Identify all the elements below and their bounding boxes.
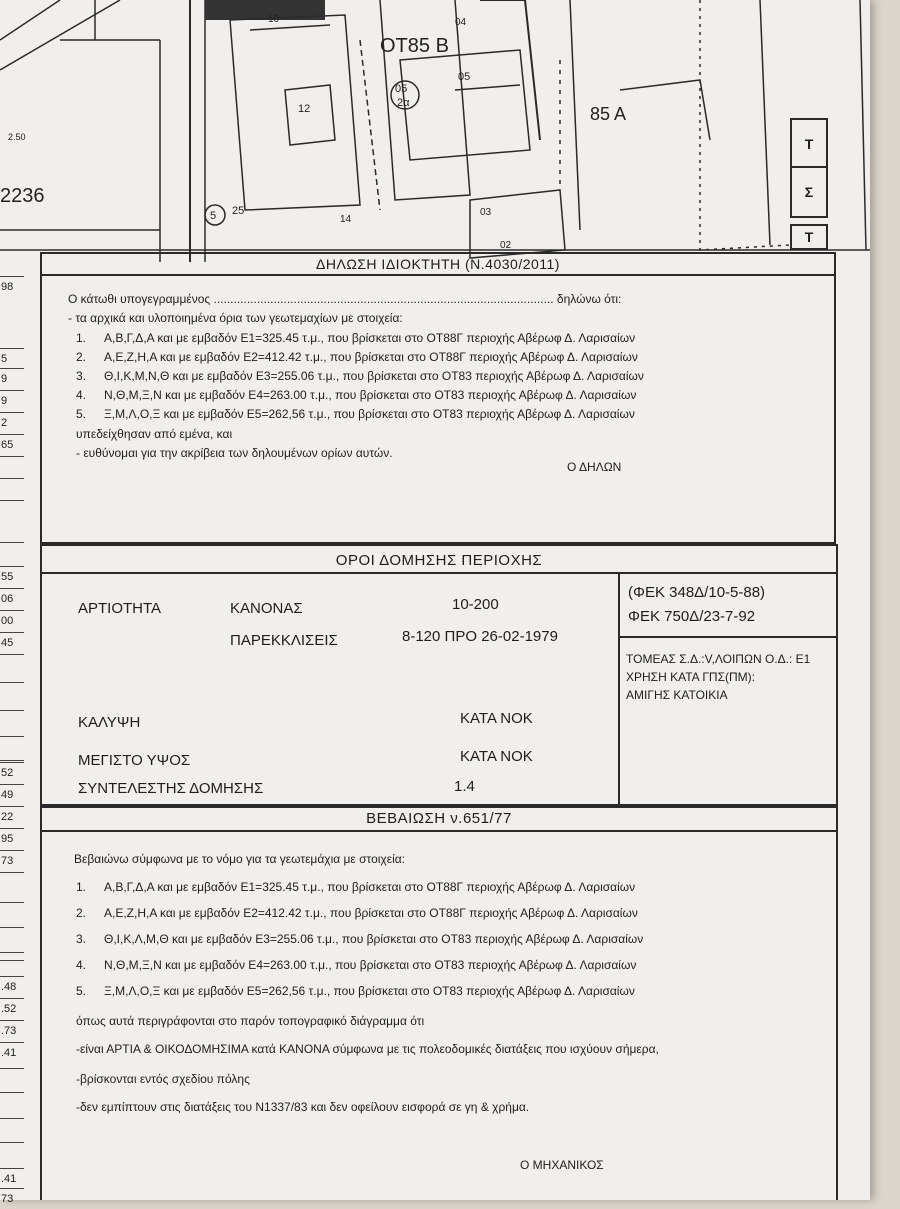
item-text: Θ,Ι,Κ,Μ,Ν,Θ και με εμβαδόν Ε3=255.06 τ.μ., που βρίσκεται στο ΟΤ83 περιοχής Αβέρωφ Δ. Λαρισαίων [104, 369, 644, 383]
label-kalypsi: ΚΑΛΥΨΗ [78, 714, 141, 731]
item-text: Ξ,Μ,Λ,Ο,Ξ και με εμβαδόν Ε5=262,56 τ.μ., που βρίσκεται στο ΟΤ83 περιοχής Αβέρωφ Δ. Λαρισαίων [104, 984, 635, 998]
ruler-cell [0, 736, 24, 756]
ruler-cell: 49 [0, 784, 24, 804]
xrisi-label: ΧΡΗΣΗ ΚΑΤΑ ΓΠΣ(ΠΜ): [626, 670, 756, 684]
certification-item [76, 880, 635, 894]
ruler-cell [0, 456, 24, 476]
declarant-signature: Ο ΔΗΛΩΝ [567, 460, 622, 474]
divider [42, 572, 836, 574]
ruler-cell: .41 [0, 1168, 24, 1188]
item-text: Α,Β,Γ,Δ,Α και με εμβαδόν Ε1=325.45 τ.μ., που βρίσκεται στο ΟΤ88Γ περιοχής Αβέρωφ Δ. Λαρισαίων [104, 880, 636, 894]
ruler-cell: 98 [0, 276, 24, 296]
ruler-cell: 2 [0, 412, 24, 432]
ruler-cell: 45 [0, 632, 24, 652]
divider [42, 274, 834, 276]
item-text: Θ,Ι,Κ,Λ,Μ,Θ και με εμβαδόν Ε3=255.06 τ.μ., που βρίσκεται στο ΟΤ83 περιοχής Αβέρωφ Δ. Λαρισαίων [104, 932, 644, 946]
ruler-cell: 9 [0, 390, 24, 410]
certification-line: -βρίσκονται εντός σχεδίου πόλης [76, 1072, 250, 1086]
ruler-cell [0, 500, 24, 520]
tab-tau: Τ [790, 118, 828, 170]
item-text: Α,Β,Γ,Δ,Α και με εμβαδόν Ε1=325.45 τ.μ., που βρίσκεται στο ΟΤ88Γ περιοχής Αβέρωφ Δ. Λαρισαίων [104, 331, 636, 345]
coordinate-column [0, 262, 24, 1205]
ruler-cell: 22 [0, 806, 24, 826]
value-kalypsi: ΚΑΤΑ ΝΟΚ [460, 710, 533, 727]
plan-label: 25 [232, 205, 245, 217]
certification-item [76, 932, 643, 946]
certification-title: ΒΕΒΑΙΩΣΗ ν.651/77 [366, 810, 512, 827]
declaration-line: - ευθύνομαι για την ακρίβεια των δηλουμένων ορίων αυτών. [76, 446, 393, 460]
ruler-cell [0, 710, 24, 730]
ruler-cell [0, 1142, 24, 1162]
ruler-cell [0, 872, 24, 892]
divider [42, 830, 836, 832]
declaration-line: - τα αρχικά και υλοποιημένα όρια των γεωτεμαχίων με στοιχεία: [68, 311, 403, 325]
item-number: 4. [76, 388, 87, 402]
building-terms-title: ΟΡΟΙ ΔΟΜΗΣΗΣ ΠΕΡΙΟΧΗΣ [335, 552, 543, 569]
ruler-cell: .48 [0, 976, 24, 996]
ruler-cell [0, 1118, 24, 1138]
ruler-cell: 95 [0, 828, 24, 848]
plan-label-ot85b: ΟΤ85 Β [380, 35, 449, 57]
item-number: 3. [76, 369, 87, 383]
ruler-cell [0, 542, 24, 562]
ruler-cell: .73 [0, 1020, 24, 1040]
ruler-cell: 65 [0, 434, 24, 454]
ruler-cell: .52 [0, 998, 24, 1018]
value-parekklisis: 8-120 ΠΡΟ 26-02-1979 [402, 628, 558, 645]
plan-label: 2.50 [8, 132, 26, 142]
item-text: Ξ,Μ,Λ,Ο,Ξ και με εμβαδόν Ε5=262,56 τ.μ., που βρίσκεται στο ΟΤ83 περιοχής Αβέρωφ Δ. Λαρισαίων [104, 407, 635, 421]
plan-label: 05 [458, 71, 471, 83]
plan-label-ot85a: 85 Α [590, 104, 627, 124]
ruler-cell: 73 [0, 1188, 24, 1208]
item-text: Α,Ε,Ζ,Η,Α και με εμβαδόν Ε2=412.42 τ.μ., που βρίσκεται στο ΟΤ88Γ περιοχής Αβέρωφ Δ. Λαρισαίων [104, 906, 638, 920]
ruler-cell [0, 927, 24, 947]
plan-label: 5 [210, 210, 217, 222]
certification-line: -είναι ΑΡΤΙΑ & ΟΙΚΟΔΟΜΗΣΙΜΑ κατά ΚΑΝΟΝΑ σύμφωνα με τις πολεοδομικές διατάξεις που ισχύουν σήμερα, [76, 1042, 659, 1056]
ruler-cell: .41 [0, 1042, 24, 1062]
plan-label: 12 [298, 103, 311, 115]
tab-sigma: Σ [790, 166, 828, 218]
declaration-item [76, 388, 636, 402]
ruler-cell: 5 [0, 348, 24, 368]
ruler-cell: 52 [0, 762, 24, 782]
ruler-cell [0, 1092, 24, 1112]
item-text: Ν,Θ,Μ,Ξ,Ν και με εμβαδόν Ε4=263.00 τ.μ., που βρίσκεται στο ΟΤ83 περιοχής Αβέρωφ Δ. Λαρισαίων [104, 388, 637, 402]
value-ypsos: ΚΑΤΑ ΝΟΚ [460, 748, 533, 765]
item-number: 1. [76, 331, 87, 345]
topographic-plan [0, 0, 870, 262]
xrisi-value: ΑΜΙΓΗΣ ΚΑΤΟΙΚΙΑ [626, 688, 728, 702]
certification-section [40, 806, 838, 1200]
ruler-cell [0, 682, 24, 702]
divider [618, 636, 836, 638]
fek-1: (ΦΕΚ 348Δ/10-5-88) [628, 584, 766, 601]
ruler-cell: 00 [0, 610, 24, 630]
plan-label-2236: 2236 [0, 185, 45, 207]
ruler-cell: 06 [0, 588, 24, 608]
tab-tau-2: Τ [790, 224, 828, 250]
certification-item [76, 958, 636, 972]
declaration-intro: Ο κάτωθι υπογεγραμμένος ...................................................................................................... δηλώνω ότι: [68, 292, 622, 306]
ruler-cell: 9 [0, 368, 24, 388]
plan-label: 05 [395, 83, 408, 95]
item-number: 1. [76, 880, 87, 894]
value-syntelestis: 1.4 [454, 778, 475, 795]
engineer-signature: Ο ΜΗΧΑΝΙΚΟΣ [520, 1158, 604, 1172]
declaration-item [76, 350, 638, 364]
item-text: Ν,Θ,Μ,Ξ,Ν και με εμβαδόν Ε4=263.00 τ.μ., που βρίσκεται στο ΟΤ83 περιοχής Αβέρωφ Δ. Λαρισαίων [104, 958, 637, 972]
ruler-cell [0, 902, 24, 922]
fek-2: ΦΕΚ 750Δ/23-7-92 [628, 608, 756, 625]
item-number: 5. [76, 984, 87, 998]
item-number: 3. [76, 932, 87, 946]
ruler-cell [0, 654, 24, 674]
plan-label: 04 [455, 17, 467, 28]
certification-item [76, 984, 635, 998]
tomeas: ΤΟΜΕΑΣ Σ.Δ.:V,ΛΟΙΠΩΝ Ο.Δ.: Ε1 [626, 652, 811, 666]
item-text: Α,Ε,Ζ,Η,Α και με εμβαδόν Ε2=412.42 τ.μ., που βρίσκεται στο ΟΤ88Γ περιοχής Αβέρωφ Δ. Λαρισαίων [104, 350, 638, 364]
label-parekklisis: ΠΑΡΕΚΚΛΙΣΕΙΣ [230, 632, 338, 649]
label-artiotita: ΑΡΤΙΟΤΗΤΑ [78, 600, 162, 617]
certification-intro: Βεβαιώνω σύμφωνα με το νόμο για τα γεωτεμάχια με στοιχεία: [74, 852, 406, 866]
certification-line: -δεν εμπίπτουν στις διατάξεις του Ν1337/83 και δεν οφείλουν εισφορά σε γη & χρήμα. [76, 1100, 530, 1114]
item-number: 5. [76, 407, 87, 421]
ruler-cell: 73 [0, 850, 24, 870]
item-number: 2. [76, 906, 87, 920]
ruler-cell [0, 478, 24, 498]
label-syntelestis: ΣΥΝΤΕΛΕΣΤΗΣ ΔΟΜΗΣΗΣ [78, 780, 264, 797]
declaration-item [76, 407, 635, 421]
plan-label: 02 [500, 240, 512, 251]
declaration-item [76, 369, 644, 383]
ruler-cell: 55 [0, 566, 24, 586]
plan-label: 14 [340, 214, 352, 225]
declaration-item [76, 331, 635, 345]
building-terms-section [40, 544, 838, 806]
plan-label: 2α [397, 97, 410, 109]
owner-declaration-section [40, 252, 836, 544]
plan-label: 03 [480, 207, 492, 218]
divider [618, 572, 620, 806]
item-number: 4. [76, 958, 87, 972]
plan-label: 10 [268, 14, 280, 25]
label-kanonas: ΚΑΝΟΝΑΣ [230, 600, 303, 617]
item-number: 2. [76, 350, 87, 364]
ruler-cell [0, 1068, 24, 1088]
declaration-line: υπεδείχθησαν από εμένα, και [76, 427, 233, 441]
certification-item [76, 906, 638, 920]
certification-line: όπως αυτά περιγράφονται στο παρόν τοπογραφικό διάγραμμα ότι [76, 1014, 425, 1028]
owner-declaration-title: ΔΗΛΩΣΗ ΙΔΙΟΚΤΗΤΗ (Ν.4030/2011) [316, 256, 560, 272]
value-kanonas: 10-200 [452, 596, 499, 613]
label-ypsos: ΜΕΓΙΣΤΟ ΥΨΟΣ [78, 752, 191, 769]
